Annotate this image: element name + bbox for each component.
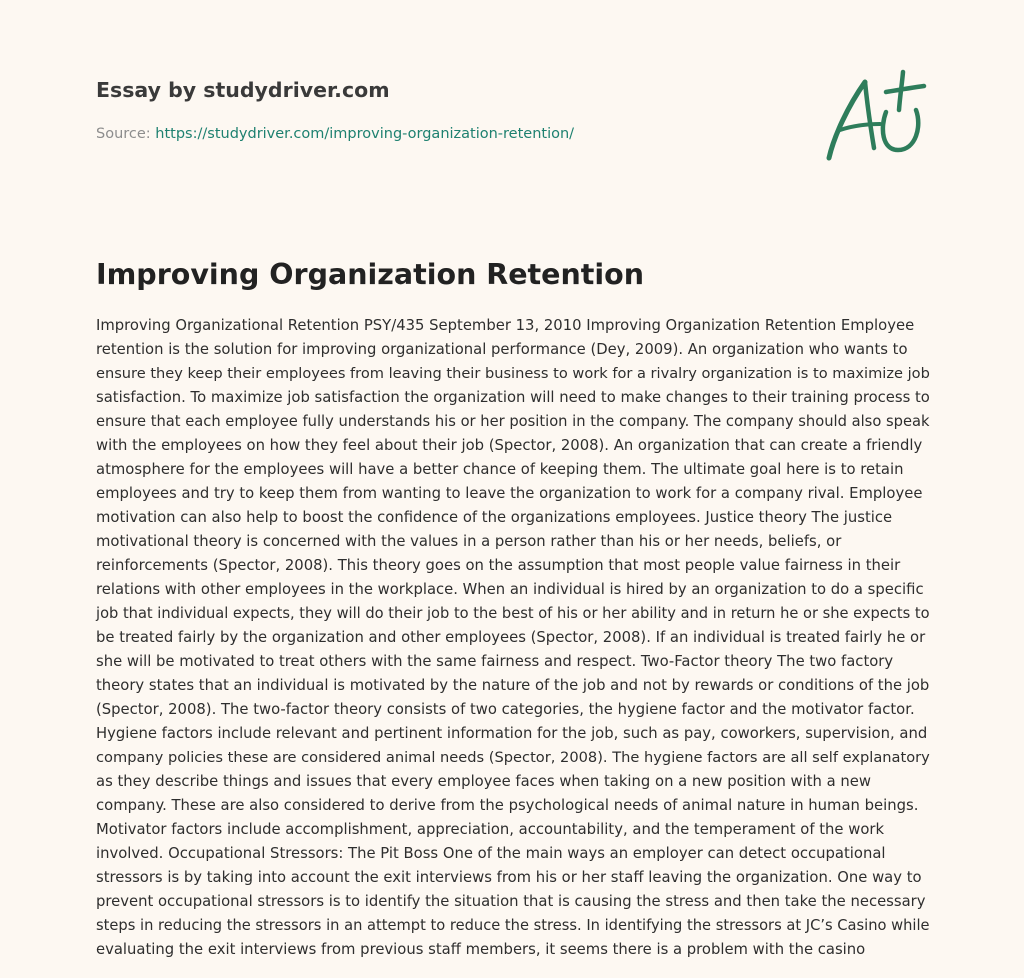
body-line: satisfaction. To maximize job satisfaction the organization will need to make changes to their training process to xyxy=(96,389,930,406)
body-line: Hygiene factors include relevant and pertinent information for the job, such as pay, coworkers, supervision, and xyxy=(96,725,928,742)
body-line: company policies these are considered animal needs (Spector, 2008). The hygiene factors are all self explanatory xyxy=(96,749,930,766)
site-title: Essay by studydriver.com xyxy=(96,78,390,102)
body-line: she will be motivated to treat others with the same fairness and respect. Two-Factor theory The two factory xyxy=(96,653,894,670)
body-line: employees and try to keep them from wanting to leave the organization to work for a company rival. Employee xyxy=(96,485,923,502)
body-line: (Spector, 2008). The two-factor theory consists of two categories, the hygiene factor and the motivator factor. xyxy=(96,701,915,718)
body-line: motivational theory is concerned with the values in a person rather than his or her needs, beliefs, or xyxy=(96,533,842,550)
body-line: company. These are also considered to derive from the psychological needs of animal nature in human beings. xyxy=(96,797,919,814)
body-line: be treated fairly by the organization and other employees (Spector, 2008). If an individual is treated fairly he or xyxy=(96,629,926,646)
body-line: involved. Occupational Stressors: The Pit Boss One of the main ways an employer can detect occupational xyxy=(96,845,886,862)
document-title: Improving Organization Retention xyxy=(96,258,645,291)
body-line: job that individual expects, they will do their job to the best of his or her ability and in return he or she expects to xyxy=(96,605,930,622)
body-line: ensure they keep their employees from leaving their business to work for a rivalry organization is to maximize job xyxy=(96,365,930,382)
body-line: retention is the solution for improving organizational performance (Dey, 2009). An organization who wants to xyxy=(96,341,908,358)
document-body xyxy=(96,314,930,962)
source-line xyxy=(96,124,796,144)
page-header xyxy=(96,76,796,144)
body-line: as they describe things and issues that every employee faces when taking on a new position with a new xyxy=(96,773,871,790)
body-line: reinforcements (Spector, 2008). This theory goes on the assumption that most people value fairness in their xyxy=(96,557,901,574)
body-line: relations with other employees in the workplace. When an individual is hired by an organization to do a specific xyxy=(96,581,924,598)
body-line: theory states that an individual is motivated by the nature of the job and not by rewards or conditions of the job xyxy=(96,677,930,694)
body-line: steps in reducing the stressors in an attempt to reduce the stress. In identifying the stressors at JC’s Casino while xyxy=(96,917,930,934)
body-line: with the employees on how they feel about their job (Spector, 2008). An organization that can create a friendly xyxy=(96,437,923,454)
body-line: Motivator factors include accomplishment, appreciation, accountability, and the temperament of the work xyxy=(96,821,885,838)
body-line: motivation can also help to boost the confidence of the organizations employees. Justice theory The justice xyxy=(96,509,893,526)
body-line: evaluating the exit interviews from previous staff members, it seems there is a problem with the casino xyxy=(96,941,866,958)
body-line: prevent occupational stressors is to identify the situation that is causing the stress and then take the necessary xyxy=(96,893,926,910)
body-line: stressors is by taking into account the exit interviews from his or her staff leaving the organization. One way to xyxy=(96,869,922,886)
a-plus-grade-icon xyxy=(820,66,930,166)
source-label: Source: xyxy=(96,126,151,142)
body-line: Improving Organizational Retention PSY/435 September 13, 2010 Improving Organization Retention Employee xyxy=(96,317,915,334)
body-line: ensure that each employee fully understands his or her position in the company. The company should also speak xyxy=(96,413,930,430)
source-link[interactable]: https://studydriver.com/improving-organization-retention/ xyxy=(155,126,575,142)
body-line: atmosphere for the employees will have a better chance of keeping them. The ultimate goal here is to retain xyxy=(96,461,904,478)
